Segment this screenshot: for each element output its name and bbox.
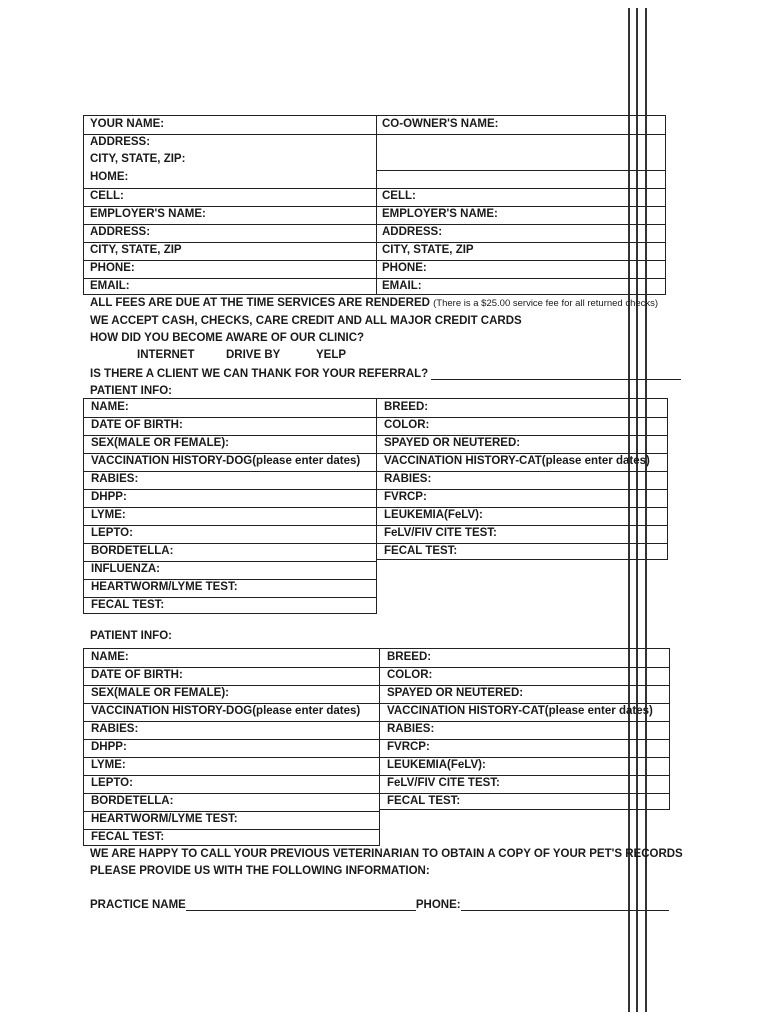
address-label-left: ADDRESS: <box>90 226 151 238</box>
employer-label-left: EMPLOYER'S NAME: <box>90 208 206 220</box>
patient1-heading: PATIENT INFO: <box>90 385 172 397</box>
provide-info-notice: PLEASE PROVIDE US WITH THE FOLLOWING INFORMATION: <box>90 865 430 877</box>
patient2-left-row-label: LEPTO: <box>91 777 133 789</box>
fees-notice <box>90 297 658 309</box>
patient1-left-row-label: DATE OF BIRTH: <box>91 419 183 431</box>
patient2-right-table <box>379 648 670 810</box>
patient1-left-row-label: SEX(MALE OR FEMALE): <box>91 437 229 449</box>
patient2-left-row-label: DHPP: <box>91 741 127 753</box>
practice-name-blank[interactable] <box>186 898 416 911</box>
city-label-left: CITY, STATE, ZIP <box>90 244 182 256</box>
payment-notice: WE ACCEPT CASH, CHECKS, CARE CREDIT AND ALL MAJOR CREDIT CARDS <box>90 315 522 327</box>
owner-table <box>83 115 666 295</box>
cell-label-left: CELL: <box>90 190 124 202</box>
patient1-left-row-label: BORDETELLA: <box>91 545 174 557</box>
patient1-right-row-label: COLOR: <box>384 419 430 431</box>
fees-text: ALL FEES ARE DUE AT THE TIME SERVICES ARE RENDERED <box>90 297 430 309</box>
patient2-left-row-label: DATE OF BIRTH: <box>91 669 183 681</box>
patient2-heading: PATIENT INFO: <box>90 630 172 642</box>
address-label: ADDRESS: <box>90 136 151 148</box>
patient2-left-row-label: HEARTWORM/LYME TEST: <box>91 813 238 825</box>
your-name-label: YOUR NAME: <box>90 118 165 130</box>
patient2-right-row-label: FECAL TEST: <box>387 795 461 807</box>
patient1-right-row-label: VACCINATION HISTORY-CAT(please enter dates) <box>384 455 650 467</box>
patient1-right-row-label: FVRCP: <box>384 491 427 503</box>
patient1-left-row-label: NAME: <box>91 401 129 413</box>
patient1-left-row-label: FECAL TEST: <box>91 599 165 611</box>
patient1-table <box>83 398 377 614</box>
address-label-right: ADDRESS: <box>382 226 443 238</box>
patient2-right-row-label: FVRCP: <box>387 741 430 753</box>
patient1-right-row-label: RABIES: <box>384 473 432 485</box>
option-internet: INTERNET <box>137 349 195 361</box>
cell-label-right: CELL: <box>382 190 416 202</box>
patient2-left-row-label: VACCINATION HISTORY-DOG(please enter dates) <box>91 705 361 717</box>
aware-question: HOW DID YOU BECOME AWARE OF OUR CLINIC? <box>90 332 365 344</box>
patient1-left-row-label: LYME: <box>91 509 126 521</box>
patient1-right-row-label: FECAL TEST: <box>384 545 458 557</box>
email-label-left: EMAIL: <box>90 280 130 292</box>
patient2-left-row-label: LYME: <box>91 759 126 771</box>
employer-label-right: EMPLOYER'S NAME: <box>382 208 498 220</box>
patient2-right-row-label: VACCINATION HISTORY-CAT(please enter dates) <box>387 705 653 717</box>
home-label: HOME: <box>90 171 129 183</box>
practice-name-line <box>90 898 669 911</box>
patient2-right-row-label: LEUKEMIA(FeLV): <box>387 759 486 771</box>
patient1-left-row-label: LEPTO: <box>91 527 133 539</box>
patient1-left-row-label: DHPP: <box>91 491 127 503</box>
patient2-left-row-label: NAME: <box>91 651 129 663</box>
phone-label-right: PHONE: <box>382 262 427 274</box>
co-owner-name-label: CO-OWNER'S NAME: <box>382 118 499 130</box>
patient2-right-row-label: COLOR: <box>387 669 433 681</box>
patient2-right-row-label: SPAYED OR NEUTERED: <box>387 687 524 699</box>
city-label-right: CITY, STATE, ZIP <box>382 244 474 256</box>
patient2-right-row-label: BREED: <box>387 651 432 663</box>
patient1-right-row-label: BREED: <box>384 401 429 413</box>
practice-phone-blank[interactable] <box>461 898 669 911</box>
patient2-left-row-label: SEX(MALE OR FEMALE): <box>91 687 229 699</box>
referral-question <box>90 367 681 380</box>
patient1-right-row-label: SPAYED OR NEUTERED: <box>384 437 521 449</box>
referral-blank[interactable] <box>431 367 681 380</box>
patient2-right-row-label: FeLV/FIV CITE TEST: <box>387 777 500 789</box>
patient2-left-row-label: RABIES: <box>91 723 139 735</box>
practice-phone-label: PHONE: <box>415 899 461 911</box>
patient1-right-row-label: LEUKEMIA(FeLV): <box>384 509 483 521</box>
patient1-right-row-label: FeLV/FIV CITE TEST: <box>384 527 497 539</box>
patient1-left-row-label: HEARTWORM/LYME TEST: <box>91 581 238 593</box>
referral-text: IS THERE A CLIENT WE CAN THANK FOR YOUR REFERRAL? <box>90 368 429 380</box>
email-label-right: EMAIL: <box>382 280 422 292</box>
patient2-right-row-label: RABIES: <box>387 723 435 735</box>
vet-call-notice: WE ARE HAPPY TO CALL YOUR PREVIOUS VETERINARIAN TO OBTAIN A COPY OF YOUR PET'S RECORDS <box>90 848 683 860</box>
option-drive-by: DRIVE BY <box>226 349 281 361</box>
patient2-table <box>83 648 380 846</box>
fees-note: (There is a $25.00 service fee for all returned checks) <box>433 298 659 309</box>
patient1-left-row-label: VACCINATION HISTORY-DOG(please enter dates) <box>91 455 361 467</box>
patient1-left-row-label: INFLUENZA: <box>91 563 160 575</box>
patient2-left-row-label: FECAL TEST: <box>91 831 165 843</box>
practice-name-label: PRACTICE NAME <box>90 899 186 911</box>
phone-label-left: PHONE: <box>90 262 135 274</box>
patient2-left-row-label: BORDETELLA: <box>91 795 174 807</box>
option-yelp: YELP <box>316 349 347 361</box>
patient1-left-row-label: RABIES: <box>91 473 139 485</box>
city-state-zip-label: CITY, STATE, ZIP: <box>90 153 186 165</box>
patient1-right-table <box>376 398 668 560</box>
